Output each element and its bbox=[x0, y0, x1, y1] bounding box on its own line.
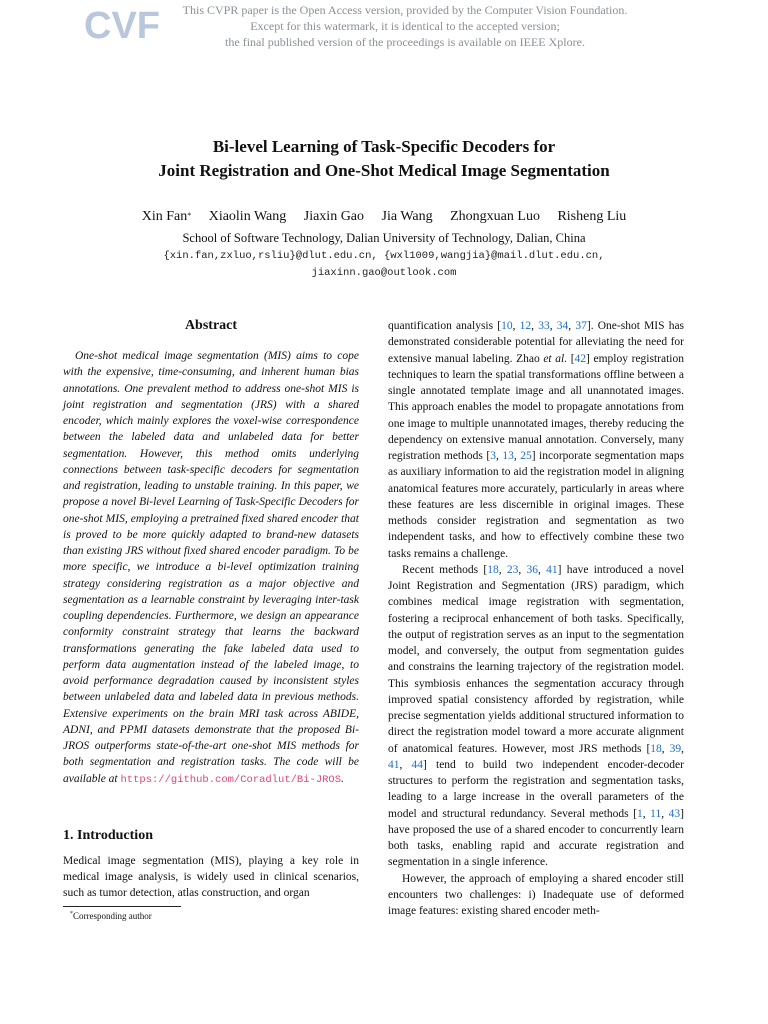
code-link[interactable]: https://github.com/Coradlut/Bi-JROS bbox=[120, 773, 342, 786]
author: Jiaxin Gao bbox=[303, 209, 365, 224]
citation-link[interactable]: 11 bbox=[650, 807, 662, 820]
citation-link[interactable]: 36 bbox=[526, 563, 539, 576]
watermark-notice bbox=[150, 2, 660, 50]
citation-link[interactable]: 18 bbox=[650, 742, 662, 755]
corresponding-mark: * bbox=[187, 211, 192, 220]
citation-link[interactable]: 41 bbox=[388, 758, 400, 771]
citation-link[interactable]: 10 bbox=[501, 320, 513, 332]
cvf-logo bbox=[84, 4, 160, 47]
email-line: jiaxinn.gao@outlook.com bbox=[311, 267, 457, 279]
author: Xin Fan* bbox=[141, 209, 192, 224]
citation-link[interactable]: 41 bbox=[546, 563, 558, 576]
abstract-heading: Abstract bbox=[184, 318, 238, 333]
citation-link[interactable]: 33 bbox=[538, 320, 550, 332]
citation-link[interactable]: 12 bbox=[519, 320, 532, 332]
citation-link[interactable]: 25 bbox=[520, 450, 532, 462]
citation-link[interactable]: 43 bbox=[668, 807, 681, 820]
footnote: *Corresponding author bbox=[70, 911, 152, 921]
affiliation: School of Software Technology, Dalian University of Technology, Dalian, China bbox=[182, 231, 586, 245]
citation-link[interactable]: 34 bbox=[556, 320, 569, 332]
intro-paragraph: Recent methods [18, 23, 36, 41] have introduced a novel Joint Registration and Segmentation (JRS) paradigm, which combines medical image registration with segmentation, fostering a reciprocal enhancement of both tasks. Specifically, the output of registration serves as an input to the segmentation model, and conversely, the output from segmentation guides and constrains the learning trajectory of the registration model. This symbiosis enhances the segmentation accuracy through improved spatial consistency afforded by registration, while precise segmentation yields additional structured information to direct the registration model toward a more accurate alignment of anatomical features. However, most JRS methods [18, 39, 41, 44] tend to build two independent encoder-decoder structures to perform the registration and segmentation tasks, leading to a large increase in the overall parameters of the model and structural redundancy. Several methods [1, 11, 43] have proposed the use of a shared encoder to concurrently learn both tasks, enabling rapid and accurate registration and segmentation in a single inference. bbox=[388, 563, 685, 869]
citation-link[interactable]: 39 bbox=[669, 742, 682, 755]
paper-title bbox=[40, 135, 728, 183]
citation-link[interactable]: 18 bbox=[487, 563, 499, 576]
cvf-logo-text: CVF bbox=[84, 5, 160, 47]
author: Risheng Liu bbox=[557, 209, 627, 224]
author-list bbox=[40, 207, 728, 227]
citation-link[interactable]: 23 bbox=[506, 563, 519, 576]
intro-paragraph: quantification analysis [10, 12, 33, 34, 37]. One-shot MIS has demonstrated considerable potential for alleviating the need for extensive manual labeling. Zhao et al. [42] employ registration techniques to learn the spatial transformations offline between a single annotated template image and all unannotated images. This approach enables the model to propagate annotations from one image to multiple unannotated images, thereby reducing the dependency on extensive manual annotation. Conversely, many registration methods [3, 13, 25] incorporate segmentation maps as auxiliary information to aid the registration model in aligning anatomical features more accurately, particularly in areas where these features are less discernible in original images. These methods consider registration and segmentation as two independent tasks, and how to effectively combine these two tasks remains a challenge. bbox=[388, 320, 685, 560]
intro-paragraph: However, the approach of employing a shared encoder still encounters two challenges: i) Inadequate use of deformed image features: existing shared encoder meth- bbox=[388, 872, 684, 917]
author: Zhongxuan Luo bbox=[450, 209, 540, 224]
footnote-rule bbox=[63, 906, 181, 907]
right-column bbox=[388, 318, 684, 919]
citation-link[interactable]: 44 bbox=[411, 758, 424, 771]
author: Jia Wang bbox=[381, 209, 433, 224]
author: Xiaolin Wang bbox=[208, 209, 287, 224]
citation-link[interactable]: 1 bbox=[637, 807, 643, 820]
email-line: {xin.fan,zxluo,rsliu}@dlut.edu.cn, {wxl1009,wangjia}@mail.dlut.edu.cn, bbox=[163, 250, 605, 262]
intro-paragraph: Medical image segmentation (MIS), playing a key role in medical image analysis, is widely used in clinical scenarios, such as tumor detection, atlas construction, and organ bbox=[63, 854, 359, 900]
citation-link[interactable]: 13 bbox=[502, 450, 514, 462]
citation-link[interactable]: 3 bbox=[490, 450, 496, 462]
title-line: Joint Registration and One-Shot Medical Image Segmentation bbox=[158, 161, 610, 180]
left-column bbox=[63, 318, 359, 902]
watermark-line: This CVPR paper is the Open Access version, provided by the Computer Vision Foundation. bbox=[182, 3, 628, 17]
citation-link[interactable]: 42 bbox=[574, 352, 587, 365]
author-emails bbox=[40, 248, 728, 282]
citation-link[interactable]: 37 bbox=[575, 320, 587, 332]
abstract-text: One-shot medical image segmentation (MIS) aims to cope with the expensive, time-consuming, and inherent human bias annotations. One prevalent method to address one-shot MIS is joint registration and segmentation (JRS) with a shared encoder, which mainly explores the voxel-wise correspondence between the labeled data and unlabeled data for better segmentation. However, this method omits underlying connections between task-specific decoders for segmentation and registration, leading to unstable training. In this paper, we propose a novel Bi-level Learning of Task-Specific Decoders for one-shot MIS, employing a pretrained fixed shared encoder that is proved to be more quickly adapted to brand-new datasets than existing JRS without fixed shared encoder paradigm. To be more specific, we introduce a bi-level optimization training strategy considering registration as a major objective and segmentation as a learnable constraint by leveraging inter-task coupling dependencies. Furthermore, we design an appearance conformity constraint strategy that learns the backward transformations generating the fake labeled data used to perform data augmentation instead of the labeled image, to avoid performance degradation caused by inconsistent styles between unlabeled data and labeled data in previous methods. Extensive experiments on the brain MRI task across ABIDE, ADNI, and PPMI datasets demonstrate that the proposed Bi-JROS outperforms state-of-the-art one-shot MIS methods for both segmentation and registration tasks. The code will be available at https://github.com/Coradlut/Bi-JROS. bbox=[63, 350, 359, 786]
title-line: Bi-level Learning of Task-Specific Decoders for bbox=[212, 137, 556, 156]
watermark-line: the final published version of the proceedings is available on IEEE Xplore. bbox=[225, 35, 585, 49]
watermark-line: Except for this watermark, it is identical to the accepted version; bbox=[250, 19, 560, 33]
section-heading-introduction: 1. Introduction bbox=[63, 827, 153, 843]
